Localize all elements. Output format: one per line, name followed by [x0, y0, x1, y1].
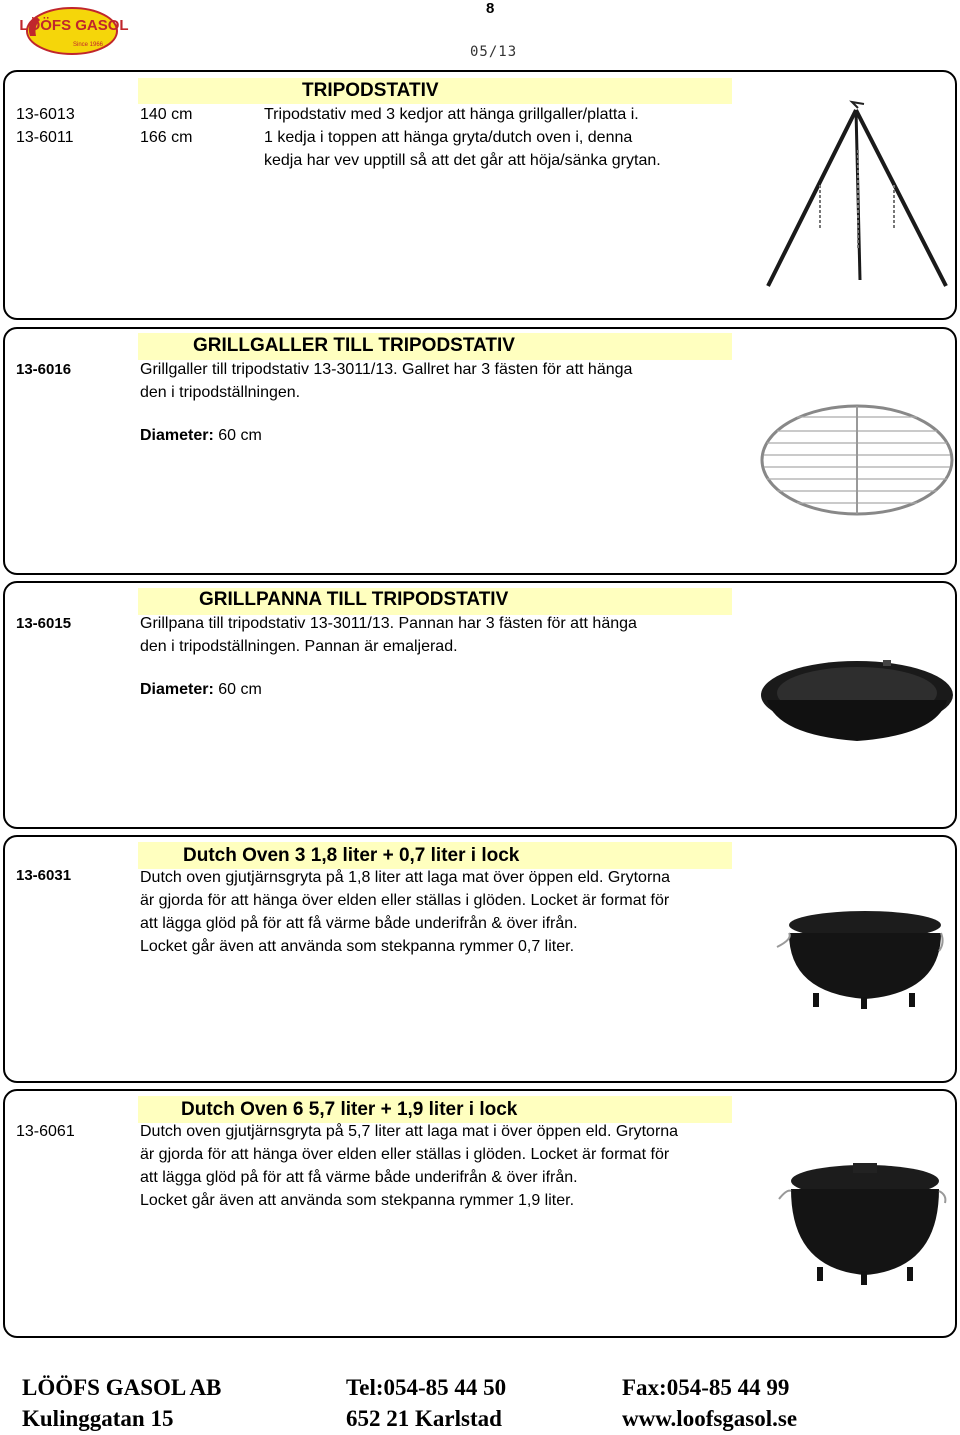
product-description: 1 kedja i toppen att hänga gryta/dutch oven i, denna	[264, 129, 633, 146]
description-line: Grillgaller till tripodstativ 13-3011/13. Gallret har 3 fästen för att hänga	[140, 361, 633, 378]
description-line: Locket går även att använda som stekpanna rymmer 0,7 liter.	[140, 938, 575, 955]
description-line: den i tripodställningen.	[140, 384, 301, 401]
footer-website[interactable]: www.loofsgasol.se	[622, 1406, 798, 1431]
section-grillgaller	[3, 327, 957, 575]
diameter-label: Diameter:	[140, 427, 214, 444]
company-logo	[19, 6, 129, 56]
logo-subtext: Since 1966	[72, 42, 104, 48]
product-description-continued: kedja har vev upptill så att det går att höja/sänka grytan.	[264, 152, 661, 169]
footer-company: LÖÖFS GASOL AB	[22, 1375, 222, 1400]
product-size: 166 cm	[140, 129, 193, 146]
section-title: GRILLPANNA TILL TRIPODSTATIV	[199, 589, 509, 610]
section-grillpanna	[3, 581, 957, 829]
dutch-oven-image	[773, 1159, 953, 1289]
document-date: 05/13	[470, 44, 518, 60]
section-dutch-oven-3	[3, 835, 957, 1083]
grill-grate-image	[757, 401, 957, 519]
description-line: Locket går även att använda som stekpanna rymmer 1,9 liter.	[140, 1192, 575, 1209]
description-line: att lägga glöd på för att få värme både underifrån & över ifrån.	[140, 1169, 578, 1186]
footer-street: Kulinggatan 15	[22, 1406, 174, 1431]
section-title: TRIPODSTATIV	[302, 80, 439, 101]
tripod-image	[760, 100, 950, 290]
product-size: 140 cm	[140, 106, 193, 123]
diameter-value: 60 cm	[218, 427, 262, 444]
section-title: Dutch Oven 3 1,8 liter + 0,7 liter i lock	[183, 845, 520, 866]
section-tripodstativ	[3, 70, 957, 320]
product-code: 13-6015	[16, 615, 72, 632]
product-code: 13-6031	[16, 867, 72, 884]
product-code: 13-6011	[16, 129, 74, 146]
page-number: 8	[486, 0, 495, 17]
product-description: Tripodstativ med 3 kedjor att hänga grillgaller/platta i.	[264, 106, 639, 123]
section-dutch-oven-6	[3, 1089, 957, 1338]
footer-tel: Tel:054-85 44 50	[346, 1375, 507, 1400]
section-title: GRILLGALLER TILL TRIPODSTATIV	[193, 335, 515, 356]
description-line: Grillpana till tripodstativ 13-3011/13. Pannan har 3 fästen för att hänga	[140, 615, 637, 632]
product-code: 13-6013	[16, 106, 75, 123]
description-line: Dutch oven gjutjärnsgryta på 5,7 liter att laga mat i över öppen eld. Grytorna	[140, 1123, 679, 1140]
diameter-value: 60 cm	[218, 681, 262, 698]
description-line: att lägga glöd på för att få värme både underifrån & över ifrån.	[140, 915, 578, 932]
description-line: den i tripodställningen. Pannan är emaljerad.	[140, 638, 458, 655]
diameter-label: Diameter:	[140, 681, 214, 698]
description-line: Dutch oven gjutjärnsgryta på 1,8 liter att laga mat över öppen eld. Grytorna	[140, 869, 671, 886]
diameter	[140, 681, 262, 699]
description-line: är gjorda för att hänga över elden eller ställas i glöden. Locket är format för	[140, 892, 670, 909]
description-line: är gjorda för att hänga över elden eller ställas i glöden. Locket är format för	[140, 1146, 670, 1163]
product-code: 13-6016	[16, 361, 72, 378]
dutch-oven-image	[773, 903, 953, 1013]
logo-text: LÖÖFS GASOL	[19, 17, 129, 34]
product-code: 13-6061	[16, 1123, 75, 1140]
footer-city: 652 21 Karlstad	[346, 1406, 502, 1431]
footer-fax: Fax:054-85 44 99	[622, 1375, 790, 1400]
diameter	[140, 427, 262, 445]
grill-pan-image	[757, 655, 957, 755]
section-title: Dutch Oven 6 5,7 liter + 1,9 liter i lock	[181, 1099, 518, 1120]
